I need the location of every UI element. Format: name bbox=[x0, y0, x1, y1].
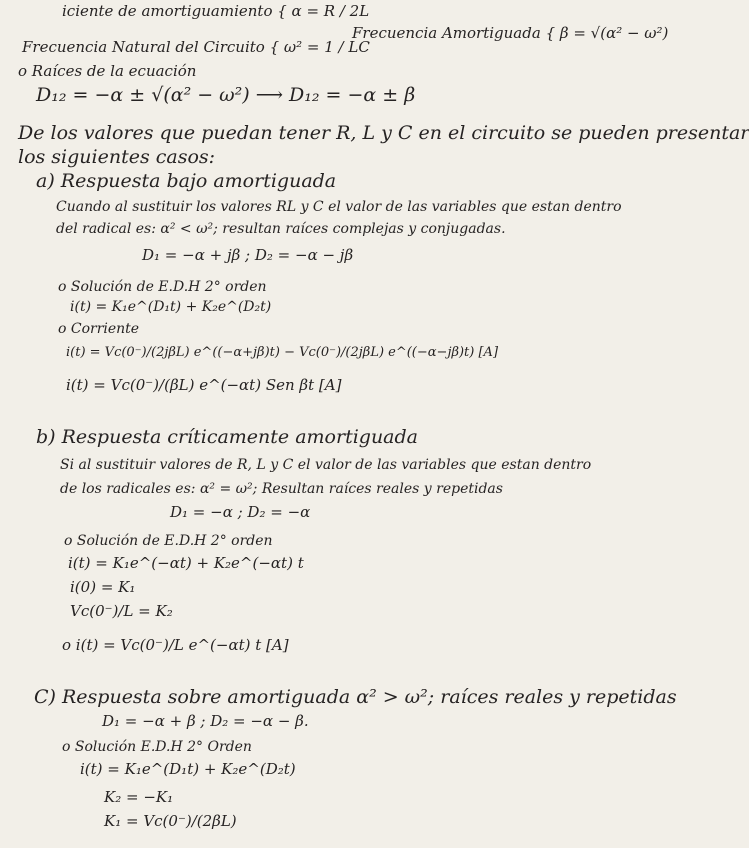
case-c-solution-heading: o Solución E.D.H 2° Orden bbox=[62, 739, 252, 755]
case-b-text-2: de los radicales es: α² = ω²; Resultan raíces reales y repetidas bbox=[60, 481, 503, 497]
case-b-text-1: Si al sustituir valores de R, L y C el valor de las variables que estan dentro bbox=[60, 457, 592, 473]
intro-line-1: De los valores que puedan tener R, L y C en el circuito se pueden presentar bbox=[18, 122, 749, 144]
case-a-text-1: Cuando al sustituir los valores RL y C el valor de las variables que estan dentro bbox=[56, 199, 622, 215]
case-a-text-2: del radical es: α² < ω²; resultan raíces complejas y conjugadas. bbox=[56, 221, 506, 237]
case-a-current-formula-2: i(t) = Vc(0⁻)/(βL) e^(−αt) Sen βt [A] bbox=[66, 376, 342, 394]
natural-frequency-line: Frecuencia Natural del Circuito { ω² = 1 / LC bbox=[22, 38, 370, 56]
case-c-roots: D₁ = −α + β ; D₂ = −α − β. bbox=[102, 712, 309, 730]
case-c-k1-formula: K₁ = Vc(0⁻)/(2βL) bbox=[104, 812, 237, 830]
case-a-current-heading: o Corriente bbox=[58, 321, 140, 337]
case-b-current-formula: o i(t) = Vc(0⁻)/L e^(−αt) t [A] bbox=[62, 636, 289, 654]
case-a-heading: a) Respuesta bajo amortiguada bbox=[36, 170, 337, 192]
roots-formula: D₁₂ = −α ± √(α² − ω²) ⟶ D₁₂ = −α ± β bbox=[36, 84, 416, 106]
case-a-roots: D₁ = −α + jβ ; D₂ = −α − jβ bbox=[142, 246, 354, 264]
case-c-solution-formula: i(t) = K₁e^(D₁t) + K₂e^(D₂t) bbox=[80, 760, 296, 778]
case-a-solution-formula: i(t) = K₁e^(D₁t) + K₂e^(D₂t) bbox=[70, 299, 272, 315]
case-b-solution-heading: o Solución de E.D.H 2° orden bbox=[64, 533, 273, 549]
case-c-k2-relation: K₂ = −K₁ bbox=[104, 788, 174, 806]
damped-frequency-line: Frecuencia Amortiguada { β = √(α² − ω²) bbox=[352, 24, 669, 42]
damping-coefficient-line: iciente de amortiguamiento { α = R / 2L bbox=[62, 2, 370, 20]
roots-heading: o Raíces de la ecuación bbox=[18, 62, 197, 80]
case-c-heading: C) Respuesta sobre amortiguada α² > ω²; raíces reales y repetidas bbox=[34, 686, 677, 708]
case-b-heading: b) Respuesta críticamente amortiguada bbox=[36, 426, 419, 448]
intro-line-2: los siguientes casos: bbox=[18, 146, 216, 168]
case-b-roots: D₁ = −α ; D₂ = −α bbox=[170, 503, 311, 521]
case-a-solution-heading: o Solución de E.D.H 2° orden bbox=[58, 279, 267, 295]
case-b-k2-relation: Vc(0⁻)/L = K₂ bbox=[70, 602, 173, 620]
case-b-solution-formula: i(t) = K₁e^(−αt) + K₂e^(−αt) t bbox=[68, 554, 304, 572]
case-a-current-formula-1: i(t) = Vc(0⁻)/(2jβL) e^((−α+jβ)t) − Vc(0⁻)/(2jβL) e^((−α−jβ)t) [A] bbox=[66, 345, 499, 360]
case-b-initial-condition: i(0) = K₁ bbox=[70, 578, 136, 596]
